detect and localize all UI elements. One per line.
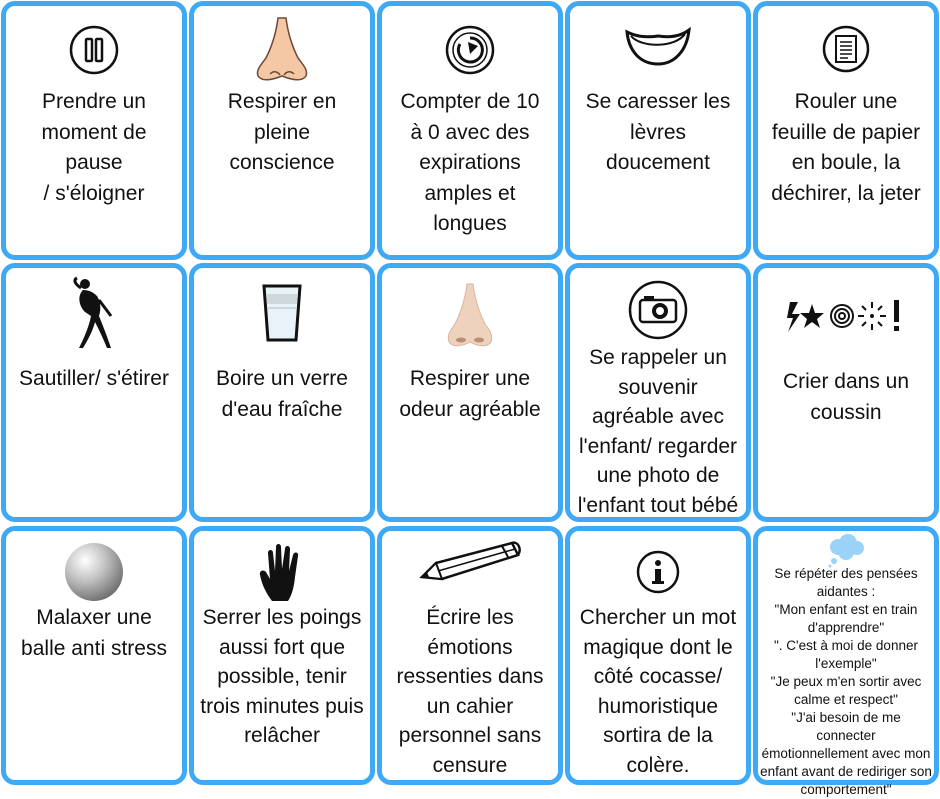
card-text: Malaxer une balle anti stress	[21, 606, 167, 660]
card-text: Prendre un moment de pause / s'éloigner	[41, 90, 147, 205]
card-fists	[189, 526, 375, 785]
card-text: Écrire les émotions ressenties dans un cahier personnel sans censure	[396, 606, 544, 777]
card-stress-ball	[1, 526, 187, 785]
card-text: Crier dans un coussin	[782, 370, 910, 424]
card-text: Compter de 10 à 0 avec des expirations amples et longues	[400, 90, 540, 235]
pencil-icon	[382, 539, 558, 587]
card-text: Rouler une feuille de papier en boule, la déchirer, la jeter	[771, 90, 921, 205]
card-text: Serrer les poings aussi fort que possible, tenir trois minutes puis relâcher	[200, 606, 364, 748]
hand-icon	[194, 541, 370, 603]
stress-ball-icon	[6, 541, 182, 603]
card-text: Se caresser les lèvres doucement	[585, 90, 731, 174]
shout-symbols-icon	[758, 298, 934, 334]
lips-icon	[570, 26, 746, 68]
countdown-icon	[382, 24, 558, 76]
card-shout	[753, 263, 939, 522]
nose-icon	[194, 16, 370, 82]
pause-icon	[6, 24, 182, 76]
card-mindful-breathing	[189, 1, 375, 260]
card-text: Se rappeler un souvenir agréable avec l'enfant/ regarder une photo de l'enfant tout bébé	[577, 346, 739, 517]
card-stretch	[1, 263, 187, 522]
card-text: Respirer en pleine conscience	[227, 90, 337, 174]
stretching-person-icon	[6, 276, 182, 350]
card-text: Boire un verre d'eau fraîche	[216, 367, 348, 421]
card-text: Chercher un mot magique dont le côté cocasse/ humoristique sortira de la colère.	[579, 606, 737, 777]
card-countdown	[377, 1, 563, 260]
card-write	[377, 526, 563, 785]
card-thoughts	[753, 526, 939, 797]
card-text: Sautiller/ s'étirer	[19, 367, 169, 390]
card-text: Se répéter des pensées aidantes : "Mon enfant est en train d'apprendre" ". C'est à moi de donner l'exemple" "Je peux m'en sortir avec calme et respect" "J'ai besoin de me connecter émotionnellement avec mon enfant avant de rediriger son comportement"	[760, 566, 932, 797]
paper-sheet-icon	[758, 24, 934, 74]
thought-bubble-icon	[758, 533, 934, 567]
card-paper	[753, 1, 939, 260]
card-magic-word	[565, 526, 751, 785]
card-smell	[377, 263, 563, 522]
camera-photo-icon	[570, 280, 746, 340]
nose-smell-icon	[382, 282, 558, 348]
water-glass-icon	[194, 282, 370, 344]
card-memory	[565, 263, 751, 522]
card-water	[189, 263, 375, 522]
card-lips	[565, 1, 751, 260]
card-pause	[1, 1, 187, 260]
card-text: Respirer une odeur agréable	[399, 367, 541, 421]
info-icon	[570, 549, 746, 595]
